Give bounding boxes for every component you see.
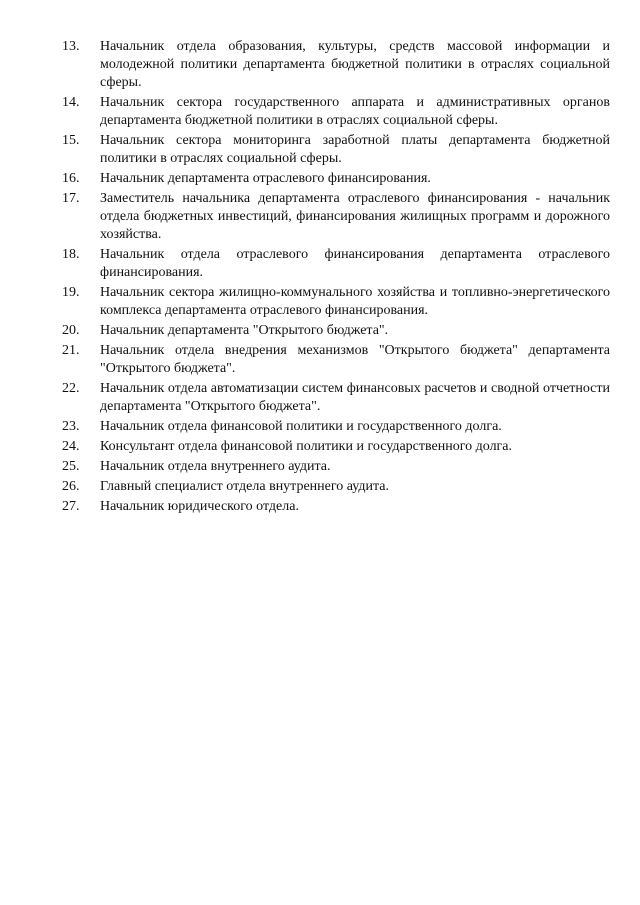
item-text: Начальник отдела внутреннего аудита. [100, 459, 331, 474]
item-text: Начальник юридического отдела. [100, 499, 299, 514]
list-item [62, 190, 610, 244]
list-item [62, 284, 610, 320]
item-number: 22. [62, 381, 80, 396]
list-item [62, 170, 610, 188]
item-number: 14. [62, 95, 80, 110]
item-number: 16. [62, 171, 80, 186]
item-text: Начальник отдела финансовой политики и государственного долга. [100, 419, 502, 434]
list-item [62, 342, 610, 378]
item-text: Главный специалист отдела внутреннего аудита. [100, 479, 390, 494]
item-number: 21. [62, 343, 80, 358]
item-text: Начальник отдела отраслевого финансирования департамента отраслевого финансирования. [100, 247, 610, 280]
list-item [62, 132, 610, 168]
list-item [62, 498, 610, 516]
item-text: Начальник отдела образования, культуры, средств массовой информации и молодежной политики департамента бюджетной политики в отраслях социальной сферы. [100, 39, 610, 90]
list-item [62, 438, 610, 456]
list-item [62, 246, 610, 282]
item-text: Заместитель начальника департамента отраслевого финансирования - начальник отдела бюджетных инвестиций, финансирования жилищных программ и дорожного хозяйства. [100, 191, 610, 242]
list-item [62, 458, 610, 476]
positions-list [62, 38, 610, 518]
list-item [62, 38, 610, 92]
item-number: 15. [62, 133, 80, 148]
list-item [62, 322, 610, 340]
item-number: 13. [62, 39, 80, 54]
item-text: Начальник отдела автоматизации систем финансовых расчетов и сводной отчетности департамента "Открытого бюджета". [100, 381, 610, 414]
item-number: 27. [62, 499, 80, 514]
item-number: 26. [62, 479, 80, 494]
item-text: Начальник департамента "Открытого бюджета". [100, 323, 389, 338]
item-number: 20. [62, 323, 80, 338]
list-item [62, 380, 610, 416]
item-text: Начальник департамента отраслевого финансирования. [100, 171, 431, 186]
item-number: 18. [62, 247, 80, 262]
item-number: 23. [62, 419, 80, 434]
item-text: Начальник сектора государственного аппарата и административных органов департамента бюджетной политики в отраслях социальной сферы. [100, 95, 610, 128]
item-text: Консультант отдела финансовой политики и государственного долга. [100, 439, 513, 454]
item-number: 19. [62, 285, 80, 300]
list-item [62, 418, 610, 436]
item-number: 25. [62, 459, 80, 474]
item-number: 17. [62, 191, 80, 206]
list-item [62, 94, 610, 130]
item-text: Начальник сектора мониторинга заработной платы департамента бюджетной политики в отраслях социальной сферы. [100, 133, 610, 166]
item-text: Начальник отдела внедрения механизмов "Открытого бюджета" департамента "Открытого бюджета". [100, 343, 610, 376]
list-item [62, 478, 610, 496]
item-number: 24. [62, 439, 80, 454]
item-text: Начальник сектора жилищно-коммунального хозяйства и топливно-энергетического комплекса департамента отраслевого финансирования. [100, 285, 610, 318]
